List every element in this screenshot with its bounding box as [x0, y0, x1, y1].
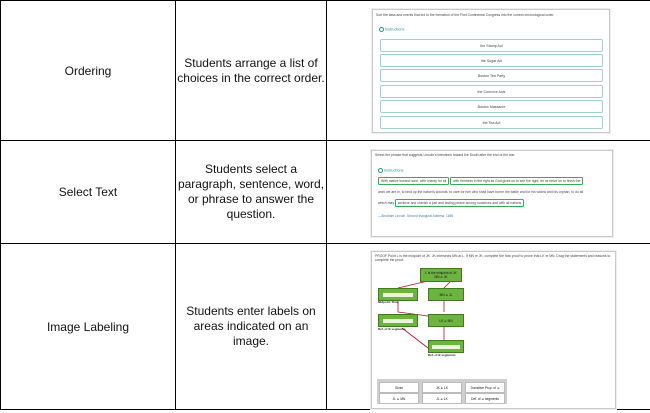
instructions-link[interactable]: Instructions: [378, 168, 403, 173]
answer-tile[interactable]: JL ≅ LK: [422, 393, 462, 404]
example-cell: [327, 1, 650, 141]
answer-tile[interactable]: JL ≅ MN: [379, 393, 419, 404]
text-line: [378, 198, 608, 209]
choice-item[interactable]: the Tea Act: [380, 116, 603, 129]
choice-item[interactable]: the Stamp Act: [380, 39, 603, 52]
choice-item[interactable]: the Coercive Acts: [380, 85, 603, 98]
row-description: Students select a paragraph, sentence, word, or phrase to answer the question.: [176, 141, 327, 244]
example-cell: [327, 141, 650, 244]
choice-item[interactable]: the Sugar Act: [380, 54, 603, 67]
passage-text: work we are in: [378, 190, 400, 194]
proof-box: L is the midpoint of JK MN ≅ JK: [420, 268, 462, 282]
question-text: Select the phrase that suggests Lincoln's intentions toward the South after the end of the war.: [375, 153, 516, 157]
row-description: Students arrange a list of choices in the correct order.: [176, 1, 327, 141]
answer-tile[interactable]: Given: [379, 382, 419, 393]
proof-box-drop-target[interactable]: [428, 340, 464, 353]
question-text: Sort the laws and events that led to the formation of the First Continental Congress into the correct chronological order.: [376, 13, 555, 17]
row-ordering: [1, 1, 650, 141]
ordering-screenshot: [372, 9, 610, 133]
row-name: Ordering: [1, 1, 176, 141]
reason-label: Def. of ≅ segments: [378, 327, 406, 331]
image-labeling-screenshot: [371, 251, 616, 409]
reason-label: Def. of ≅ segments: [428, 353, 456, 357]
answer-bank: [377, 379, 507, 404]
choice-item[interactable]: Boston Tea Party: [380, 69, 603, 82]
proof-box: MN ≅ JL: [428, 288, 464, 301]
text-line: [378, 176, 608, 187]
row-image-labeling: [1, 244, 650, 410]
drop-slot[interactable]: [432, 345, 459, 349]
row-name: Image Labeling: [1, 244, 176, 410]
answer-tile[interactable]: JK ≅ LK: [422, 382, 462, 393]
instructions-link[interactable]: Instructions: [379, 27, 404, 32]
reason-label: Midpoint Thm.: [378, 300, 399, 304]
text-line: [378, 187, 608, 198]
answer-tile[interactable]: Def. of ≅ segments: [465, 393, 505, 404]
drop-slot[interactable]: [383, 293, 413, 297]
passage-text: which may: [378, 201, 395, 205]
question-text: PROOF Point L is the midpoint of JK. JK intersects MN at L. If MN ≅ JK, complete the flow proof to prove that LK ≅ MN. Drag the statements and reasons to complete the proof.: [375, 254, 611, 262]
row-select-text: [1, 141, 650, 244]
answer-tile[interactable]: Transitive Prop. of ≅: [465, 382, 505, 393]
example-cell: [327, 244, 650, 410]
info-icon: [378, 168, 383, 173]
proof-box-drop-target[interactable]: [378, 314, 418, 327]
drop-slot[interactable]: [383, 319, 413, 323]
choice-item[interactable]: Boston Massacre: [380, 100, 603, 113]
selectable-phrase[interactable]: achieve and cherish a just and lasting peace among ourselves and with all nations: [395, 199, 524, 207]
selectable-phrase[interactable]: With malice toward none, with charity for all: [378, 177, 449, 185]
citation: —Abraham Lincoln, Second Inaugural Address, 1865: [378, 214, 454, 218]
arrow-line: [402, 328, 428, 348]
passage-text: , to bind up the nation's wounds, to care for him who shall have borne the battle and for his widow and his orphan, to do all: [399, 190, 584, 194]
row-description: Students enter labels on areas indicated on an image.: [176, 244, 327, 410]
select-text-screenshot: [371, 150, 613, 237]
info-icon: [379, 27, 384, 32]
selectable-phrase[interactable]: with firmness in the right as God gives us to see the right, let us strive on to finish the: [450, 177, 583, 185]
row-name: Select Text: [1, 141, 176, 244]
proof-box: LK ≅ MN: [428, 314, 464, 327]
